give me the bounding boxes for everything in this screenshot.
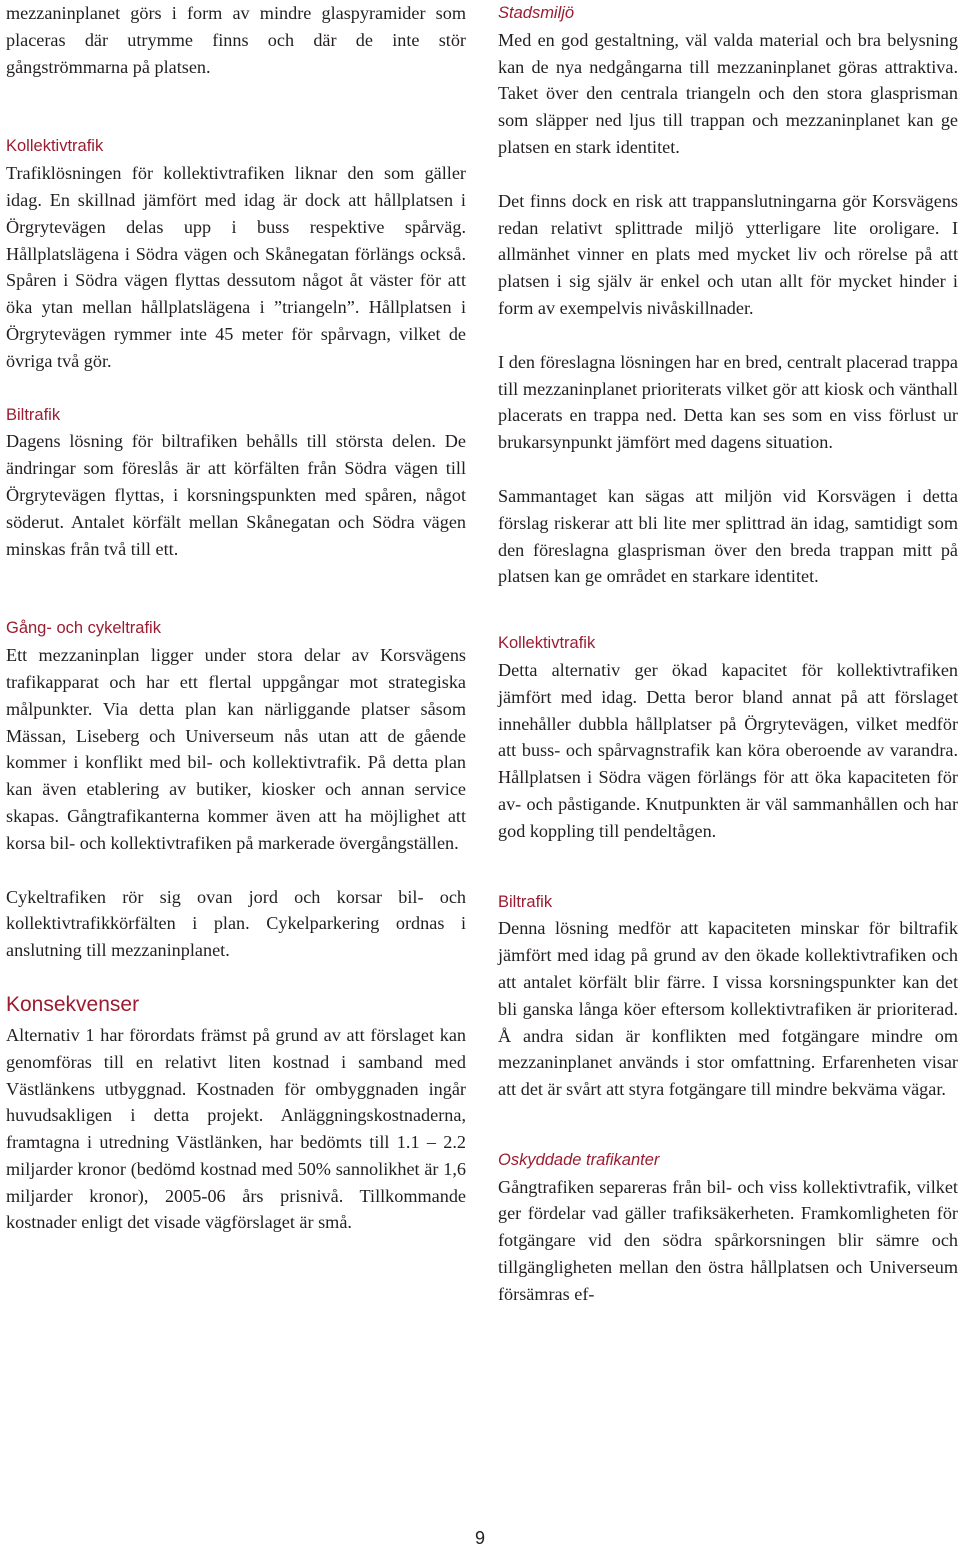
stadsmiljo-paragraph-3: I den föreslagna lösningen har en bred, centralt placerad trappa till mezzaninplanet prioriterats vilket gör att kiosk och vänthall placerats en trappa ned. Detta kan ses som en viss förlust ur brukarsynpunkt jämfört med dagens situation. — [498, 351, 958, 453]
stadsmiljo-paragraph-1: Med en god gestaltning, väl valda material och bra belysning kan de nya nedgångarna till mezzaninplanet göras attraktiva. Taket över den centrala triangeln och den stora glasprisman som släpper ned ljus till trappan och mezzaninplanet kan ge platsen en stark identitet. — [498, 29, 958, 157]
stadsmiljo-paragraph-4: Sammantaget kan sägas att miljön vid Korsvägen i detta förslag riskerar att bli lite mer splittrad än idag, samtidigt som den föreslagna glasprisman över den breda trappan mitt på platsen kan ge området en starkare identitet. — [498, 485, 958, 587]
intro-paragraph: mezzaninplanet görs i form av mindre glaspyramider som placeras där utrymme finns och där de inte stör gångströmmarna på platsen. — [6, 3, 466, 77]
stadsmiljo-paragraph-2: Det finns dock en risk att trappanslutningarna gör Korsvägens redan relativt splittrade miljö ytterligare lite oroligare. I allmänhet vinner en plats med mycket liv och rörelse på att platsen i sig själv är enkel och utan allt för mycket hinder i form av exempelvis nivåskillnader. — [498, 190, 958, 318]
cykel-paragraph: Cykeltrafiken rör sig ovan jord och korsar bil- och kollektivtrafikkörfälten i plan. Cykelparkering ordnas i anslutning till mezzaninplanet. — [6, 886, 466, 961]
gang-paragraph: Ett mezzaninplan ligger under stora delar av Korsvägens trafikapparat och har ett flertal uppgångar mot strategiska målpunkter. Via detta plan kan närliggande platser såsom Mässan, Liseberg och Universeum nås utan att de gående kommer i konflikt med bil- och kollektivtrafik. På detta plan kan även etablering av butiker, kiosker och annan service skapas. Gångtrafikanterna kommer även att ha möjlighet att korsa bil- och kollektivtrafiken på markerade övergångställen. — [6, 645, 466, 853]
kollektivtrafik-heading: Kollektivtrafik — [6, 137, 104, 156]
right-biltrafik-heading: Biltrafik — [498, 892, 553, 911]
right-kollektivtrafik-heading: Kollektivtrafik — [498, 634, 596, 653]
right-column — [498, 0, 958, 1308]
right-biltrafik-paragraph: Denna lösning medför att kapaciteten minskar för biltrafik jämfört med idag på grund av den ökade kollektivtrafiken och att antalet körfält blir färre. I vissa korsningspunkter kan det bli ganska långa köer eftersom kollektivtrafiken är prioriterad. Å andra sidan är konflikten med fotgängare mindre om mezzaninplanet används i stor omfattning. Erfarenheten visar att det är svårt att styra fotgängare till mindre bekväma vägar. — [498, 918, 958, 1100]
page-number: 9 — [474, 1528, 485, 1548]
konsekvenser-paragraph: Alternativ 1 har förordats främst på grund av att förslaget kan genomföras till en relativt liten kostnad i samband med Västlänkens utbyggnad. Kostnaden för ombyggnaden ingår huvudsakligen i detta projekt. Anläggningskostnaderna, framtagna i utredning Västlänken, har bedömts till 1.1 – 2.2 miljarder kronor (bedömd kostnad med 50% sannolikhet är 1,6 miljarder kronor), 2005-06 års prisnivå. Tillkommande kostnader enligt det visade vägförslaget är små. — [6, 1024, 466, 1233]
gang-cykel-heading: Gång- och cykeltrafik — [6, 619, 161, 638]
left-column — [6, 0, 466, 1236]
oskyddade-heading: Oskyddade trafikanter — [498, 1150, 660, 1169]
stadsmiljo-heading: Stadsmiljö — [498, 4, 575, 22]
oskyddade-paragraph: Gångtrafiken separeras från bil- och viss kollektivtrafik, vilket ger fördelar vad gäller trafiksäkerheten. Framkomligheten för fotgängare vid den södra spårkorsningen blir sämre och tillgängligheten mellan den östra hållplatsen och Universeum försämras ef- — [498, 1176, 958, 1304]
biltrafik-heading: Biltrafik — [6, 405, 61, 424]
biltrafik-paragraph: Dagens lösning för biltrafiken behålls till största delen. De ändringar som föreslås är att körfälten från Södra vägen till Örgrytevägen flyttas, i korsningspunkten med spåren, något söderut. Antalet körfält mellan Skånegatan och Södra vägen minskas från två till ett. — [6, 431, 466, 559]
konsekvenser-heading: Konsekvenser — [6, 992, 140, 1016]
kollektivtrafik-paragraph: Trafiklösningen för kollektivtrafiken liknar den som gäller idag. En skillnad jämfört med idag är dock att hållplatsen i Örgrytevägen delas upp i buss respektive spårväg. Hållplatslägena i Södra vägen och Skånegatan förlängs också. Spåren i Södra vägen flyttas dessutom något åt väster för att öka ytan mellan hållplatslägena i ”triangeln”. Hållplatsen i Örgrytevägen rymmer inte 45 meter för spårvagn, vilket de övriga två gör. — [6, 163, 466, 371]
right-kollektivtrafik-paragraph: Detta alternativ ger ökad kapacitet för kollektivtrafiken jämfört med idag. Detta beror bland annat på att förslaget innehåller dubbla hållplatser på Örgrytevägen, vilket medför att buss- och spårvagnstrafik kan köra oberoende av varandra. Hållplatsen i Södra vägen förlängs för att öka kapaciteten för av- och påstigande. Knutpunkten är väl sammanhållen och har god koppling till pendeltågen. — [498, 659, 958, 841]
